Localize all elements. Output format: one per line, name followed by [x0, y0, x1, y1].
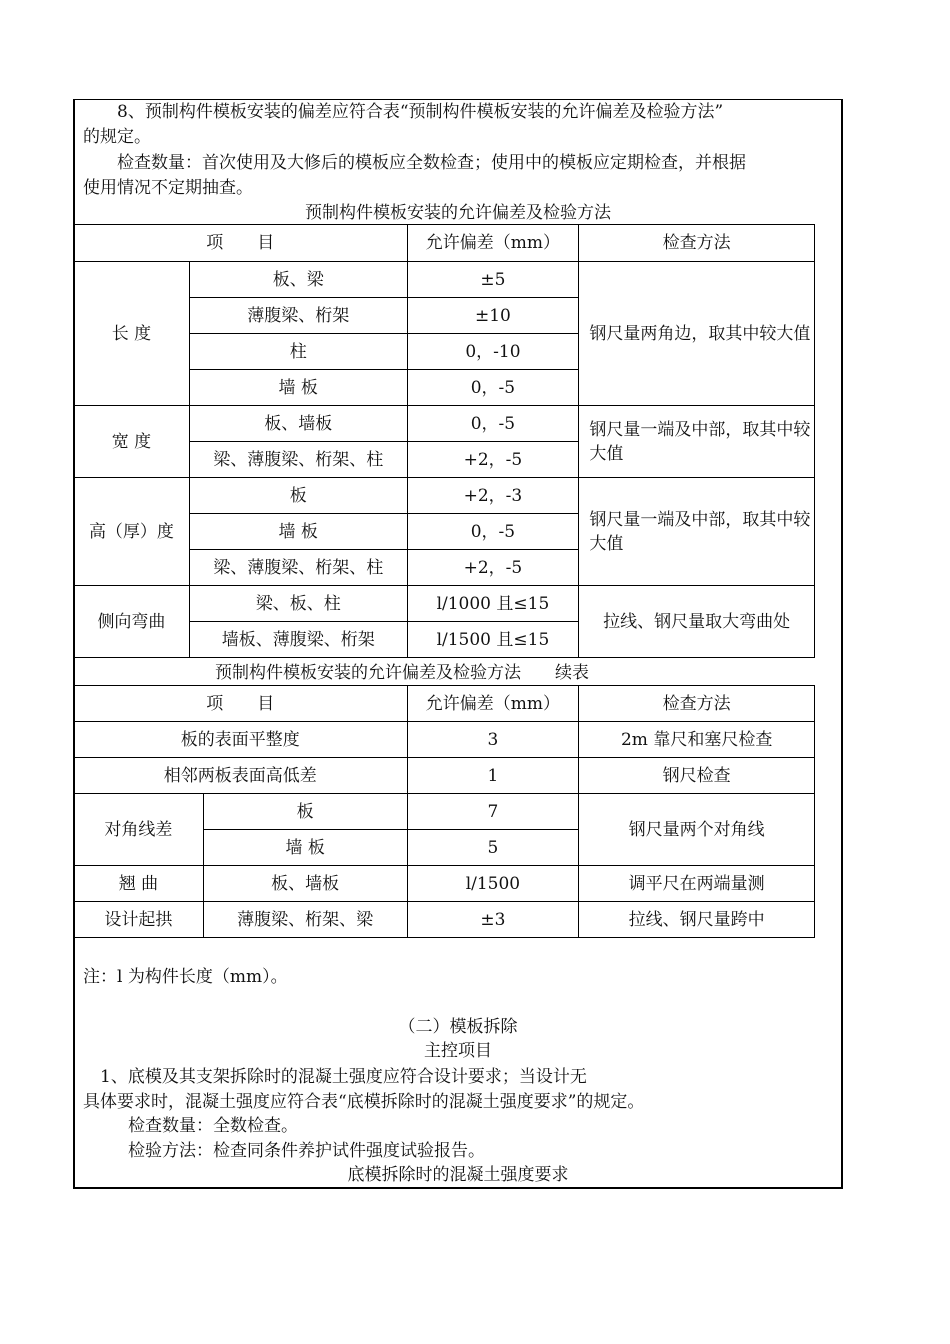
intro-line-3: 检查数量：首次使用及大修后的模板应全数检查；使用中的模板应定期检查，并根据 [117, 153, 746, 173]
tolerance-cell: +2，-5 [407, 442, 579, 478]
item-cell: 柱 [189, 334, 407, 370]
tolerance-cell: 0，-5 [407, 406, 579, 442]
item-cell: 板、墙板 [203, 866, 407, 902]
method-cell: 钢尺量一端及中部，取其中较大值 [579, 478, 815, 586]
tolerance-cell: l/1500 且≤15 [407, 622, 579, 658]
item-cell: 板、梁 [189, 262, 407, 298]
tolerance-cell: ±10 [407, 298, 579, 334]
tolerance-table [73, 224, 815, 658]
header-tolerance: 允许偏差（mm） [407, 225, 579, 262]
section-title: （二）模板拆除 [398, 1017, 518, 1037]
method-cell: 拉线、钢尺量取大弯曲处 [579, 586, 815, 658]
table1-title: 预制构件模板安装的允许偏差及检验方法 [305, 203, 611, 223]
header-method: 检查方法 [579, 225, 815, 262]
item-cell: 板 [189, 478, 407, 514]
table2-title: 预制构件模板安装的允许偏差及检验方法 续表 [215, 663, 589, 683]
method-cell: 钢尺量两个对角线 [579, 794, 815, 866]
tolerance-cell: 3 [407, 722, 579, 758]
item-cell: 墙 板 [203, 830, 407, 866]
item-cell: 薄腹梁、桁架、梁 [203, 902, 407, 938]
item-cell: 薄腹梁、桁架 [189, 298, 407, 334]
intro-line-2: 的规定。 [83, 127, 151, 147]
inspection-quantity: 检查数量：全数检查。 [128, 1116, 298, 1136]
item-cell: 墙板、薄腹梁、桁架 [189, 622, 407, 658]
group-label: 侧向弯曲 [74, 586, 190, 658]
tolerance-cell: +2，-3 [407, 478, 579, 514]
tolerance-cell: 0，-5 [407, 370, 579, 406]
tolerance-table-continued [73, 685, 815, 938]
header-item: 项 目 [74, 225, 408, 262]
method-cell: 调平尺在两端量测 [579, 866, 815, 902]
tolerance-cell: 1 [407, 758, 579, 794]
tolerance-cell: ±3 [407, 902, 579, 938]
group-label: 宽 度 [74, 406, 190, 478]
group-label: 翘 曲 [74, 866, 204, 902]
header-tolerance: 允许偏差（mm） [407, 686, 579, 722]
group-label: 高（厚）度 [74, 478, 190, 586]
method-cell: 钢尺检查 [579, 758, 815, 794]
item-cell: 相邻两板表面高低差 [74, 758, 408, 794]
group-label: 对角线差 [74, 794, 204, 866]
method-cell: 钢尺量一端及中部，取其中较大值 [579, 406, 815, 478]
item-cell: 梁、板、柱 [189, 586, 407, 622]
method-cell: 2m 靠尺和塞尺检查 [579, 722, 815, 758]
tolerance-cell: +2，-5 [407, 550, 579, 586]
tolerance-cell: l/1500 [407, 866, 579, 902]
item-cell: 板、墙板 [189, 406, 407, 442]
method-cell: 拉线、钢尺量跨中 [579, 902, 815, 938]
table-note: 注：l 为构件长度（mm）。 [83, 967, 288, 987]
intro-line-1: 8、预制构件模板安装的偏差应符合表“预制构件模板安装的允许偏差及检验方法” [117, 102, 724, 122]
inspection-method: 检验方法：检查同条件养护试件强度试验报告。 [128, 1141, 485, 1161]
header-method: 检查方法 [579, 686, 815, 722]
group-label: 长 度 [74, 262, 190, 406]
method-cell: 钢尺量两角边，取其中较大值 [579, 262, 815, 406]
item-cell: 板 [203, 794, 407, 830]
item-cell: 墙 板 [189, 514, 407, 550]
group-label: 设计起拱 [74, 902, 204, 938]
item-cell: 梁、薄腹梁、桁架、柱 [189, 550, 407, 586]
tolerance-cell: 0，-5 [407, 514, 579, 550]
tolerance-cell: 5 [407, 830, 579, 866]
intro-line-4: 使用情况不定期抽查。 [83, 178, 253, 198]
section-para-1: 1、底模及其支架拆除时的混凝土强度应符合设计要求；当设计无 [100, 1067, 587, 1087]
next-table-title: 底模拆除时的混凝土强度要求 [347, 1165, 569, 1185]
item-cell: 梁、薄腹梁、桁架、柱 [189, 442, 407, 478]
item-cell: 墙 板 [189, 370, 407, 406]
tolerance-cell: 0，-10 [407, 334, 579, 370]
section-subtitle: 主控项目 [424, 1041, 492, 1061]
header-item: 项 目 [74, 686, 408, 722]
tolerance-cell: 7 [407, 794, 579, 830]
tolerance-cell: ±5 [407, 262, 579, 298]
item-cell: 板的表面平整度 [74, 722, 408, 758]
section-para-2: 具体要求时，混凝土强度应符合表“底模拆除时的混凝土强度要求”的规定。 [83, 1092, 645, 1112]
tolerance-cell: l/1000 且≤15 [407, 586, 579, 622]
